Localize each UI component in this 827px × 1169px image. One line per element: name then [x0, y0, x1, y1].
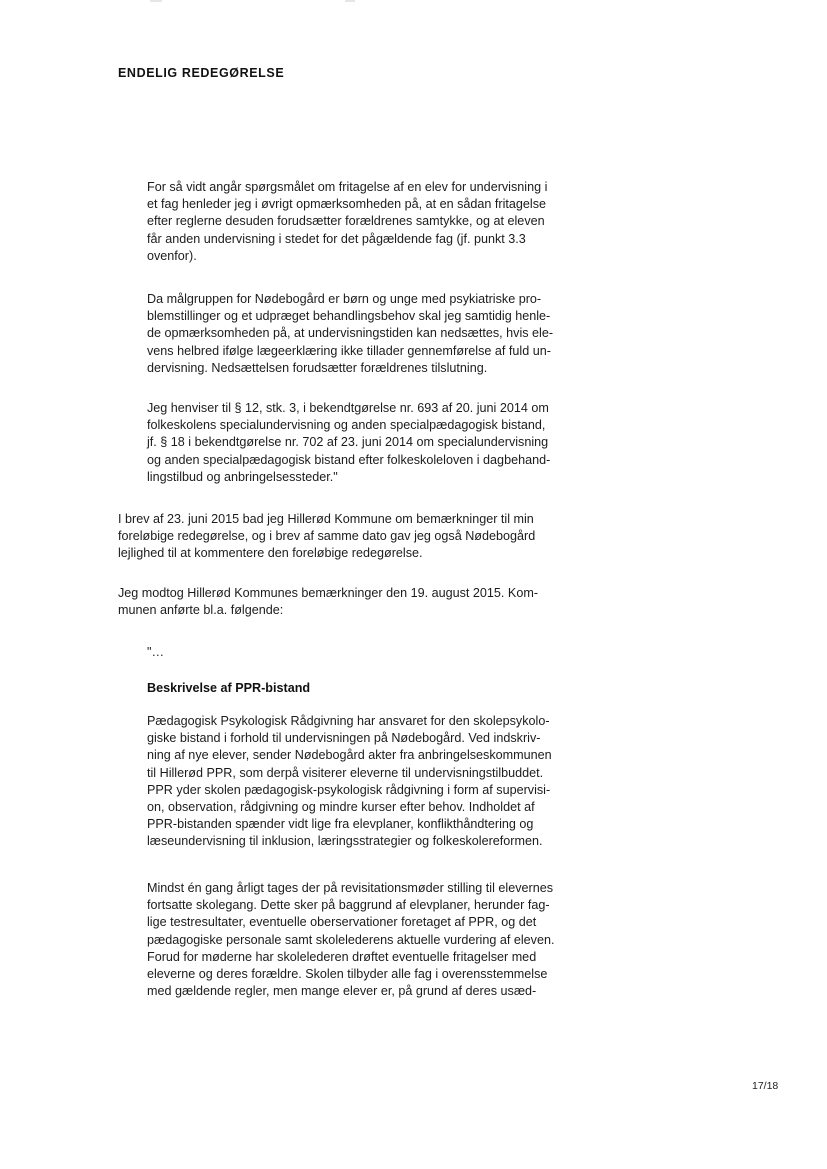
paragraph-revisitation — [147, 880, 597, 1000]
paragraph-letter — [118, 511, 588, 563]
text-line: og anden specialpædagogisk bistand efter folkeskoleloven i dagbehand- — [147, 452, 551, 467]
text-line: de opmærksomheden på, at undervisningstiden kan nedsættes, hvis ele- — [147, 326, 554, 341]
text-line: dervisning. Nedsættelsen forudsætter forældrenes tilslutning. — [147, 360, 488, 375]
text-line: får anden undervisning i stedet for det pågældende fag (jf. punkt 3.3 — [147, 231, 526, 246]
text-line: et fag henleder jeg i øvrigt opmærksomheden på, at en sådan fritagelse — [147, 197, 547, 212]
text-line: lejlighed til at kommentere den foreløbige redegørelse. — [118, 546, 423, 561]
text-line: vens helbred ifølge lægeerklæring ikke tillader gennemførelse af fuld un- — [147, 343, 551, 358]
quote-ellipsis: "… — [147, 645, 165, 659]
paragraph-comments-received — [118, 585, 588, 619]
text-line: PPR yder skolen pædagogisk-psykologisk rådgivning i form af supervisi- — [147, 782, 551, 797]
text-line: For så vidt angår spørgsmålet om fritagelse af en elev for undervisning i — [147, 180, 548, 194]
text-line: lingstilbud og anbringelsessteder." — [147, 469, 338, 484]
text-line: Jeg modtog Hillerød Kommunes bemærkninger den 19. august 2015. Kom- — [118, 586, 539, 600]
paragraph-exemption — [147, 179, 597, 265]
text-line: Da målgruppen for Nødebogård er børn og unge med psykiatriske pro- — [147, 292, 542, 306]
text-line: læseundervisning til inklusion, læringsstrategier og folkeskolereformen. — [147, 834, 543, 849]
text-line: Jeg henviser til § 12, stk. 3, i bekendtgørelse nr. 693 af 20. juni 2014 om — [147, 401, 549, 415]
paragraph-legal-reference — [147, 400, 597, 486]
text-line: blemstillinger og et udpræget behandlingsbehov skal jeg samtidig henle- — [147, 309, 551, 324]
text-line: Forud for møderne har skolelederen drøftet eventuelle fritagelser med — [147, 949, 537, 964]
text-line: med gældende regler, men mange elever er, på grund af deres usæd- — [147, 984, 537, 999]
text-line: PPR-bistanden spænder vidt lige fra elevplaner, konflikthåndtering og — [147, 817, 534, 832]
text-line: giske bistand i forhold til undervisningen på Nødebogård. Ved indskriv- — [147, 731, 541, 746]
text-line: lige testresultater, eventuelle oberservationer foretaget af PPR, og det — [147, 915, 537, 930]
text-line: folkeskolens specialundervisning og anden specialpædagogisk bistand, — [147, 418, 546, 433]
text-line: eleverne og deres forældre. Skolen tilbyder alle fag i overensstemmelse — [147, 967, 548, 982]
scan-artifact-right — [345, 0, 355, 2]
paragraph-target-group — [147, 291, 597, 377]
text-line: Mindst én gang årligt tages der på revisitationsmøder stilling til elevernes — [147, 881, 553, 895]
text-line: efter reglerne desuden forudsætter forældrenes samtykke, og at eleven — [147, 214, 545, 229]
text-line: on, observation, rådgivning og mindre kurser efter behov. Indholdet af — [147, 800, 535, 815]
text-line: ning af nye elever, sender Nødebogård akter fra anbringelseskommunen — [147, 748, 552, 763]
scan-artifact-left — [150, 0, 162, 2]
text-line: til Hillerød PPR, som derpå visiterer eleverne til undervisningstilbuddet. — [147, 765, 544, 780]
text-line: munen anførte bl.a. følgende: — [118, 603, 284, 618]
text-line: ovenfor). — [147, 248, 197, 263]
text-line: jf. § 18 i bekendtgørelse nr. 702 af 23. juni 2014 om specialundervisning — [147, 435, 549, 450]
section-heading: Beskrivelse af PPR-bistand — [147, 681, 311, 695]
text-line: fortsatte skolegang. Dette sker på baggrund af elevplaner, herunder fag- — [147, 898, 550, 913]
text-line: foreløbige redegørelse, og i brev af samme dato gav jeg også Nødebogård — [118, 529, 536, 544]
paragraph-ppr-description — [147, 713, 597, 851]
document-title: ENDELIG REDEGØRELSE — [118, 66, 285, 80]
text-line: I brev af 23. juni 2015 bad jeg Hillerød Kommune om bemærkninger til min — [118, 512, 534, 526]
text-line: pædagogiske personale samt skolelederens aktuelle vurdering af eleven. — [147, 932, 555, 947]
page-number: 17/18 — [752, 1080, 779, 1092]
text-line: Pædagogisk Psykologisk Rådgivning har ansvaret for den skolepsykolo- — [147, 714, 550, 728]
